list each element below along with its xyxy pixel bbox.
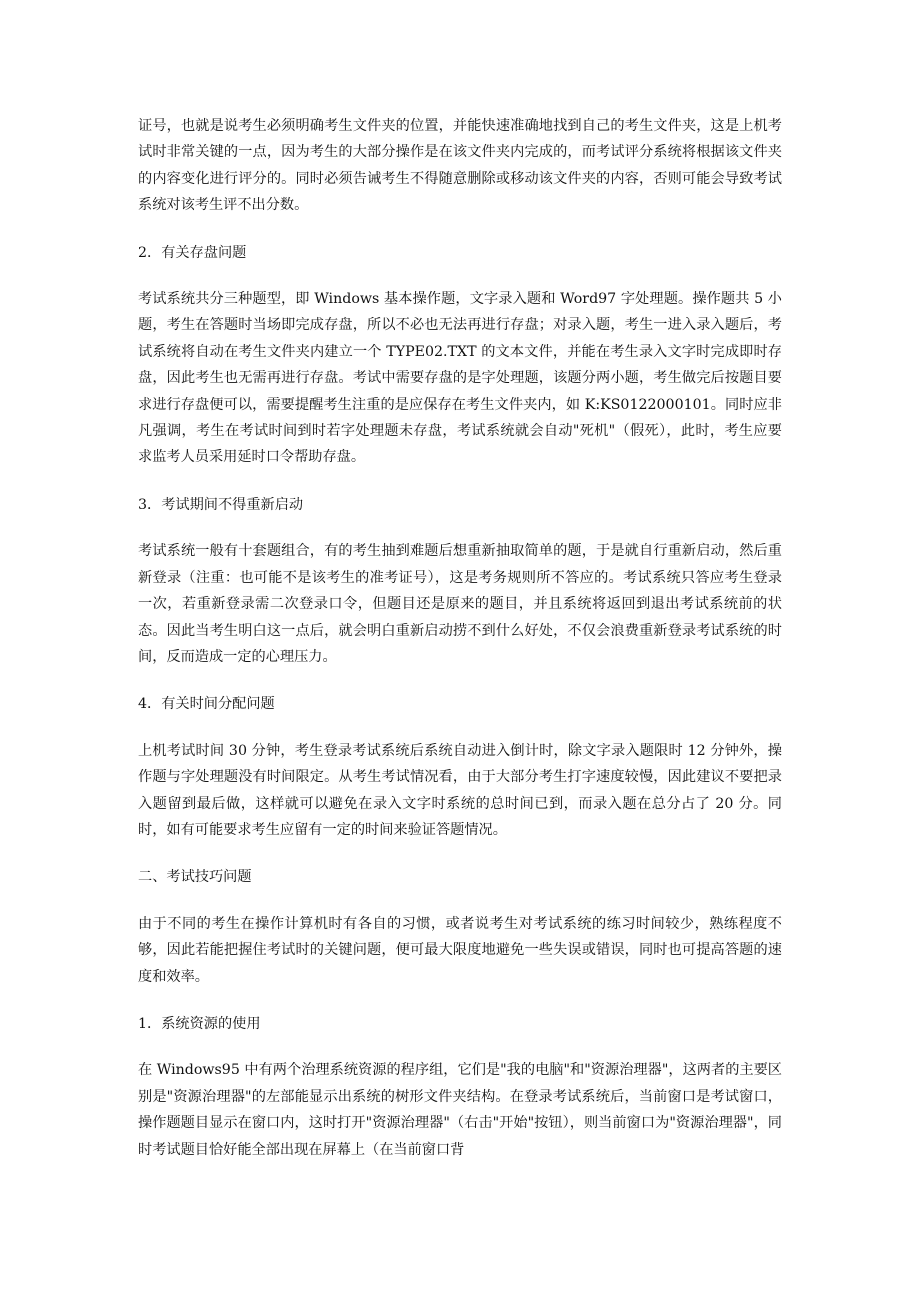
heading-no-restart: 3．考试期间不得重新启动 <box>138 496 304 513</box>
document-page <box>138 113 782 1163</box>
heading-time-allocation: 4．有关时间分配问题 <box>138 696 275 713</box>
heading-saving-issues: 2．有关存盘问题 <box>138 244 247 261</box>
paragraph-time: 上机考试时间 30 分钟，考生登录考试系统后系统自动进入倒计时，除文字录入题限时 12 分钟外，操作题与字处理题没有时间限定。从考生考试情况看，由于大部分考生打字速度较慢，因此建议不要把录入题留到最后做，这样就可以避免在录入文字时系统的总时间已到，而录入题在总分占了 20 分。同时，如有可能要求考生应留有一定的时间来验证答题情况。 <box>138 742 782 838</box>
paragraph-intro: 证号，也就是说考生必须明确考生文件夹的位置，并能快速准确地找到自己的考生文件夹，这是上机考试时非常关键的一点，因为考生的大部分操作是在该文件夹内完成的，而考试评分系统将根据该文件夹的内容变化进行评分的。同时必须告诫考生不得随意删除或移动该文件夹的内容，否则可能会导致考试系统对该考生评不出分数。 <box>138 118 782 214</box>
paragraph-resources: 在 Windows95 中有两个治理系统资源的程序组，它们是"我的电脑"和"资源治理器"，这两者的主要区别是"资源治理器"的左部能显示出系统的树形文件夹结构。在登录考试系统后，当前窗口是考试窗口，操作题题目显示在窗口内，这时打开"资源治理器"（右击"开始"按钮），则当前窗口为"资源治理器"，同时考试题目恰好能全部出现在屏幕上（在当前窗口背 <box>138 1062 782 1158</box>
paragraph-saving: 考试系统共分三种题型，即 Windows 基本操作题，文字录入题和 Word97 字处理题。操作题共 5 小题，考生在答题时当场即完成存盘，所以不必也无法再进行存盘；对录入题，考生一进入录入题后，考试系统将自动在考生文件夹内建立一个 TYPE02.TXT 的文本文件，并能在考生录入文字时完成即时存盘，因此考生也无需再进行存盘。考试中需要存盘的是字处理题，该题分两小题，考生做完后按题目要求进行存盘便可以，需要提醒考生注重的是应保存在考生文件夹内，如 K:KS0122000101。同时应非凡强调，考生在考试时间到时若字处理题未存盘，考试系统就会自动"死机"（假死），此时，考生应要求监考人员采用延时口令帮助存盘。 <box>138 291 782 466</box>
paragraph-skills: 由于不同的考生在操作计算机时有各自的习惯，或者说考生对考试系统的练习时间较少，熟练程度不够，因此若能把握住考试时的关键问题，便可最大限度地避免一些失误或错误，同时也可提高答题的速度和效率。 <box>138 915 782 985</box>
paragraph-restart: 考试系统一般有十套题组合，有的考生抽到难题后想重新抽取简单的题，于是就自行重新启动，然后重新登录（注重：也可能不是该考生的准考证号），这是考务规则所不答应的。考试系统只答应考生登录一次，若重新登录需二次登录口令，但题目还是原来的题目，并且系统将返回到退出考试系统前的状态。因此当考生明白这一点后，就会明白重新启动捞不到什么好处，不仅会浪费重新登录考试系统的时间，反而造成一定的心理压力。 <box>138 543 782 665</box>
heading-system-resources: 1．系统资源的使用 <box>138 1015 261 1032</box>
heading-exam-skills: 二、考试技巧问题 <box>138 869 252 886</box>
